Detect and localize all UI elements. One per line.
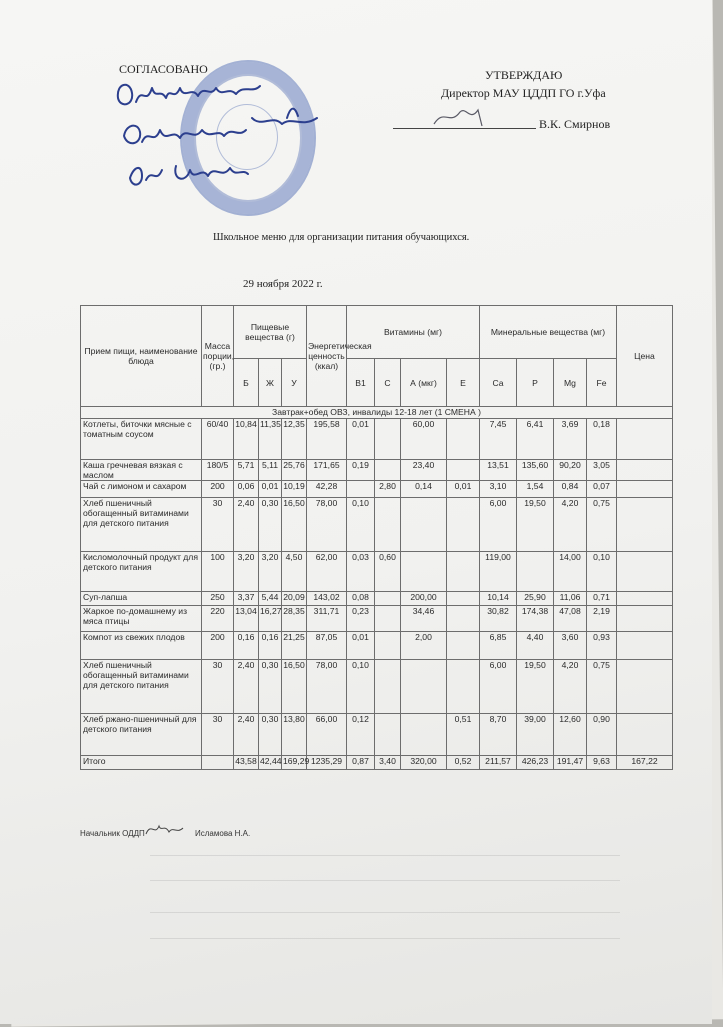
table-row [81,592,673,606]
cell-zh: 3,20 [259,552,282,592]
cell-c [375,660,401,714]
cell-b: 5,71 [234,460,259,481]
cell-mg: 0,84 [554,481,587,498]
sub-header-mg: Mg [554,359,587,407]
cell-e [447,552,480,592]
table-row [81,498,673,552]
cell-p: 4,40 [517,632,554,660]
table-row [81,606,673,632]
sub-header-zh: Ж [259,359,282,407]
minerals-header: Минеральные вещества (мг) [480,306,617,359]
cell-ca: 30,82 [480,606,517,632]
cell-mg: 4,20 [554,660,587,714]
total-row [81,756,673,770]
cell-mass: 250 [202,592,234,606]
cell-c [375,714,401,756]
dish-name: Кисломолочный продукт для детского питания [81,552,202,592]
director-position: Директор МАУ ЦДДП ГО г.Уфа [441,86,606,100]
cell-b1: 0,10 [347,660,375,714]
cell-price [617,606,673,632]
header-row-1 [81,306,673,359]
director-name: В.К. Смирнов [539,117,611,131]
cell-a: 0,14 [401,481,447,498]
cell-b: 10,84 [234,419,259,460]
cell-ca: 13,51 [480,460,517,481]
cell-u: 25,76 [282,460,307,481]
cell-price [617,714,673,756]
energy-header: Энергетическая ценность (ккал) [307,306,347,407]
total-energy: 1235,29 [307,756,347,770]
cell-mg: 4,20 [554,498,587,552]
sub-header-a: А (мкг) [401,359,447,407]
dish-name: Хлеб пшеничный обогащенный витаминами для детского питания [81,660,202,714]
cell-ca: 6,00 [480,498,517,552]
show-through-line [150,938,620,939]
sub-header-fe: Fe [587,359,617,407]
dish-name: Суп-лапша [81,592,202,606]
cell-mg: 3,60 [554,632,587,660]
cell-e [447,419,480,460]
cell-fe: 0,90 [587,714,617,756]
cell-ca: 6,85 [480,632,517,660]
cell-b: 2,40 [234,660,259,714]
total-zh: 42,44 [259,756,282,770]
total-price: 167,22 [617,756,673,770]
cell-a [401,552,447,592]
cell-mass: 60/40 [202,419,234,460]
mass-header: Масса порции, (гр.) [202,306,234,407]
dish-name: Компот из свежих плодов [81,632,202,660]
cell-energy: 171,65 [307,460,347,481]
cell-price [617,481,673,498]
cell-b: 3,37 [234,592,259,606]
cell-price [617,460,673,481]
cell-p: 25,90 [517,592,554,606]
cell-p [517,552,554,592]
total-p: 426,23 [517,756,554,770]
cell-mass: 30 [202,660,234,714]
cell-b: 3,20 [234,552,259,592]
sub-header-p: P [517,359,554,407]
cell-fe: 0,07 [587,481,617,498]
footer-signature [143,818,189,840]
total-a: 320,00 [401,756,447,770]
cell-b1: 0,01 [347,632,375,660]
table-row [81,460,673,481]
cell-mg: 14,00 [554,552,587,592]
cell-zh: 11,35 [259,419,282,460]
cell-b: 2,40 [234,498,259,552]
section-row [81,407,673,419]
cell-energy: 143,02 [307,592,347,606]
total-mg: 191,47 [554,756,587,770]
cell-p: 39,00 [517,714,554,756]
cell-mass: 200 [202,481,234,498]
table-row [81,660,673,714]
cell-price [617,552,673,592]
cell-ca: 10,14 [480,592,517,606]
table-row [81,481,673,498]
cell-ca: 6,00 [480,660,517,714]
cell-e [447,592,480,606]
cell-p: 135,60 [517,460,554,481]
total-b1: 0,87 [347,756,375,770]
show-through-line [150,880,620,881]
cell-c: 2,80 [375,481,401,498]
cell-zh: 5,11 [259,460,282,481]
cell-u: 16,50 [282,498,307,552]
total-e: 0,52 [447,756,480,770]
cell-mg: 12,60 [554,714,587,756]
cell-c [375,419,401,460]
cell-e: 0,01 [447,481,480,498]
sub-header-b: Б [234,359,259,407]
cell-e [447,460,480,481]
dish-name: Хлеб пшеничный обогащенный витаминами для детского питания [81,498,202,552]
sub-header-e: E [447,359,480,407]
cell-fe: 0,93 [587,632,617,660]
total-b: 43,58 [234,756,259,770]
cell-b1: 0,08 [347,592,375,606]
table-row [81,419,673,460]
cell-p: 19,50 [517,660,554,714]
cell-zh: 0,01 [259,481,282,498]
cell-price [617,498,673,552]
cell-fe: 3,05 [587,460,617,481]
dish-name: Жаркое по-домашнему из мяса птицы [81,606,202,632]
cell-u: 4,50 [282,552,307,592]
cell-u: 13,80 [282,714,307,756]
nutrients-header: Пищевые вещества (г) [234,306,307,359]
cell-p: 19,50 [517,498,554,552]
sub-header-u: У [282,359,307,407]
cell-mg: 47,08 [554,606,587,632]
cell-ca: 119,00 [480,552,517,592]
cell-energy: 195,58 [307,419,347,460]
price-header: Цена [617,306,673,407]
vitamins-header: Витамины (мг) [347,306,480,359]
cell-a: 2,00 [401,632,447,660]
cell-b: 0,16 [234,632,259,660]
cell-fe: 0,10 [587,552,617,592]
cell-u: 10,19 [282,481,307,498]
total-fe: 9,63 [587,756,617,770]
cell-b: 13,04 [234,606,259,632]
cell-a: 34,46 [401,606,447,632]
cell-energy: 311,71 [307,606,347,632]
total-ca: 211,57 [480,756,517,770]
cell-zh: 0,30 [259,660,282,714]
cell-mg: 90,20 [554,460,587,481]
cell-price [617,419,673,460]
cell-fe: 0,18 [587,419,617,460]
cell-b1: 0,23 [347,606,375,632]
dish-name: Котлеты, биточки мясные с томатным соусом [81,419,202,460]
cell-c [375,632,401,660]
cell-p: 6,41 [517,419,554,460]
cell-price [617,592,673,606]
cell-c [375,606,401,632]
table-row [81,632,673,660]
cell-e [447,632,480,660]
cell-energy: 42,28 [307,481,347,498]
cell-e: 0,51 [447,714,480,756]
cell-b1 [347,481,375,498]
section-title: Завтрак+обед ОВЗ, инвалиды 12-18 лет (1 СМЕНА ) [81,407,673,419]
cell-mass: 180/5 [202,460,234,481]
cell-u: 21,25 [282,632,307,660]
handwritten-signature [112,58,352,208]
cell-fe: 0,75 [587,660,617,714]
total-label: Итого [81,756,202,770]
dish-header: Прием пищи, наименование блюда [81,306,202,407]
cell-u: 16,50 [282,660,307,714]
cell-energy: 66,00 [307,714,347,756]
cell-fe: 2,19 [587,606,617,632]
cell-e [447,606,480,632]
sub-header-c: C [375,359,401,407]
cell-a [401,498,447,552]
cell-a [401,660,447,714]
cell-zh: 0,16 [259,632,282,660]
cell-u: 28,35 [282,606,307,632]
cell-c [375,498,401,552]
cell-zh: 0,30 [259,498,282,552]
cell-b1: 0,01 [347,419,375,460]
cell-c: 0,60 [375,552,401,592]
cell-a: 60,00 [401,419,447,460]
cell-a: 200,00 [401,592,447,606]
cell-ca: 3,10 [480,481,517,498]
cell-mass: 220 [202,606,234,632]
total-mass [202,756,234,770]
dish-name: Чай с лимоном и сахаром [81,481,202,498]
cell-energy: 62,00 [307,552,347,592]
cell-fe: 0,71 [587,592,617,606]
footer-name: Исламова Н.А. [195,829,251,838]
cell-c [375,592,401,606]
cell-a [401,714,447,756]
cell-ca: 8,70 [480,714,517,756]
table-row [81,714,673,756]
sub-header-b1: B1 [347,359,375,407]
show-through-line [150,912,620,913]
cell-b1: 0,12 [347,714,375,756]
cell-c [375,460,401,481]
cell-mass: 200 [202,632,234,660]
cell-b1: 0,19 [347,460,375,481]
cell-ca: 7,45 [480,419,517,460]
cell-zh: 16,27 [259,606,282,632]
cell-price [617,660,673,714]
cell-u: 20,09 [282,592,307,606]
dish-name: Хлеб ржано-пшеничный для детского питания [81,714,202,756]
cell-b: 2,40 [234,714,259,756]
cell-mg: 3,69 [554,419,587,460]
approval-right-title: УТВЕРЖДАЮ [485,68,563,82]
dish-name: Каша гречневая вязкая с маслом [81,460,202,481]
total-c: 3,40 [375,756,401,770]
cell-energy: 87,05 [307,632,347,660]
director-signature [430,102,490,130]
cell-p: 174,38 [517,606,554,632]
cell-a: 23,40 [401,460,447,481]
cell-b1: 0,03 [347,552,375,592]
cell-e [447,660,480,714]
cell-mass: 100 [202,552,234,592]
menu-date: 29 ноября 2022 г. [243,278,323,290]
sub-header-ca: Ca [480,359,517,407]
menu-rows [81,419,673,756]
cell-u: 12,35 [282,419,307,460]
cell-mass: 30 [202,498,234,552]
total-u: 169,29 [282,756,307,770]
menu-table [80,305,673,770]
cell-b: 0,06 [234,481,259,498]
menu-title: Школьное меню для организации питания обучающихся. [213,232,470,243]
cell-p: 1,54 [517,481,554,498]
cell-energy: 78,00 [307,660,347,714]
cell-fe: 0,75 [587,498,617,552]
table-row [81,552,673,592]
cell-zh: 5,44 [259,592,282,606]
show-through-line [150,855,620,856]
approval-left-title: СОГЛАСОВАНО [119,62,208,76]
cell-mg: 11,06 [554,592,587,606]
cell-b1: 0,10 [347,498,375,552]
cell-price [617,632,673,660]
footer-position: Начальник ОДДП [80,829,145,838]
cell-mass: 30 [202,714,234,756]
cell-zh: 0,30 [259,714,282,756]
cell-e [447,498,480,552]
cell-energy: 78,00 [307,498,347,552]
